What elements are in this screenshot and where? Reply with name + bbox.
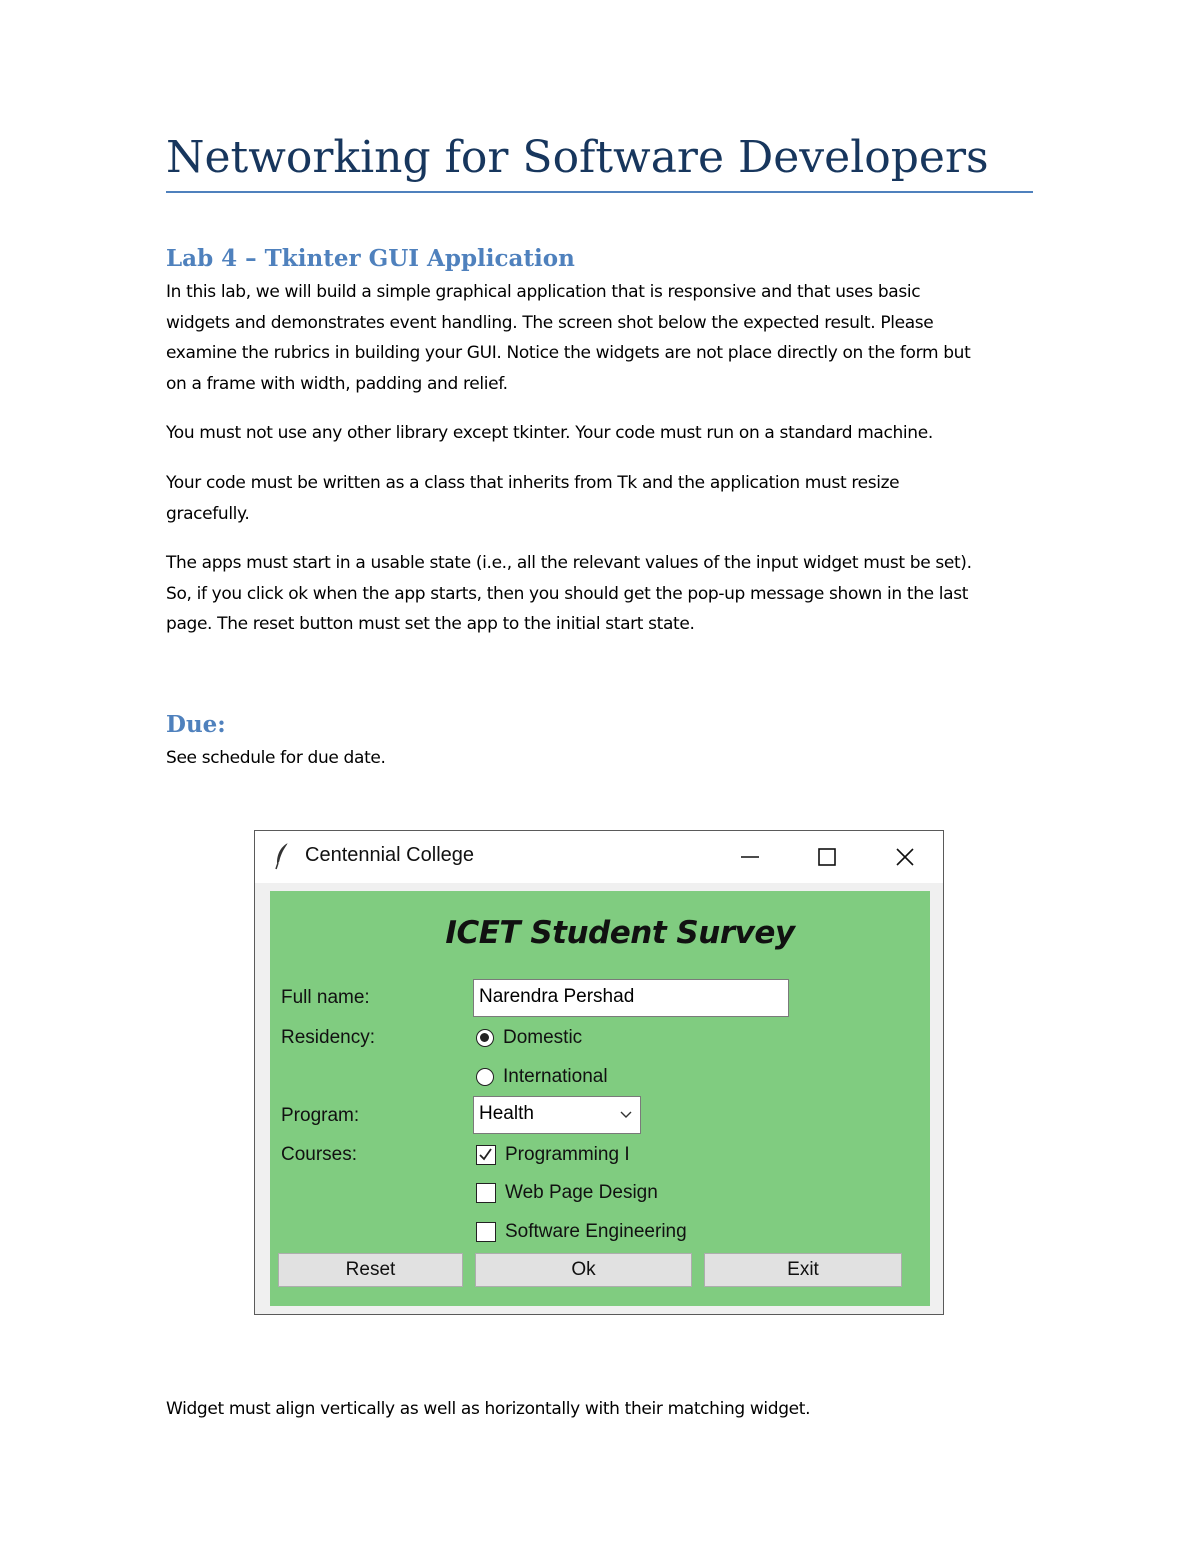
class-note <box>166 468 1046 529</box>
course-softeng-checkbox[interactable] <box>476 1221 687 1243</box>
checkbox-label: Programming I <box>505 1144 630 1165</box>
intro-line: In this lab, we will build a simple graphical application that is responsive and that uses basic <box>166 282 921 302</box>
radio-label: Domestic <box>503 1027 583 1048</box>
footer-note-text: Widget must align vertically as well as horizontally with their matching widget. <box>166 1399 811 1419</box>
residency-international-radio[interactable] <box>476 1066 608 1088</box>
radio-label: International <box>503 1066 608 1087</box>
exit-button[interactable]: Exit <box>704 1253 902 1287</box>
lab-heading: Lab 4 – Tkinter GUI Application <box>166 245 575 272</box>
footer-note <box>166 1394 1046 1425</box>
start-state-note <box>166 548 1046 640</box>
checkbox-label: Software Engineering <box>505 1221 687 1242</box>
checkbox-unchecked-icon[interactable] <box>476 1222 496 1242</box>
start-state-line: The apps must start in a usable state (i.e., all the relevant values of the input widget must be set). <box>166 553 972 573</box>
maximize-icon[interactable] <box>807 837 847 877</box>
due-text-line: See schedule for due date. <box>166 748 386 768</box>
window-titlebar <box>255 831 943 883</box>
course-webdesign-checkbox[interactable] <box>476 1182 658 1204</box>
feather-icon <box>273 841 293 871</box>
radio-selected-icon[interactable] <box>476 1029 494 1047</box>
ok-button[interactable]: Ok <box>475 1253 692 1287</box>
due-heading: Due: <box>166 711 226 738</box>
class-note-line: gracefully. <box>166 503 250 524</box>
document-title: Networking for Software Developers <box>166 132 989 183</box>
class-note-line: Your code must be written as a class that inherits from Tk and the application must resize <box>166 473 900 493</box>
intro-line: examine the rubrics in building your GUI. Notice the widgets are not place directly on the form but <box>166 343 971 363</box>
library-note-text: You must not use any other library except tkinter. Your code must run on a standard machine. <box>166 423 933 443</box>
courses-label: Courses: <box>281 1144 358 1165</box>
program-selected-value: Health <box>479 1103 534 1124</box>
close-icon[interactable] <box>885 837 925 877</box>
intro-line: widgets and demonstrates event handling. The screen shot below the expected result. Please <box>166 312 934 333</box>
checkbox-unchecked-icon[interactable] <box>476 1183 496 1203</box>
residency-domestic-radio[interactable] <box>476 1027 582 1049</box>
due-text <box>166 743 1046 774</box>
program-combobox[interactable] <box>473 1096 641 1134</box>
survey-window <box>254 830 944 1315</box>
chevron-down-icon[interactable] <box>618 1107 634 1123</box>
course-programming-checkbox[interactable] <box>476 1144 630 1166</box>
title-rule <box>166 191 1033 193</box>
checkbox-label: Web Page Design <box>505 1182 658 1203</box>
survey-frame <box>270 891 930 1306</box>
start-state-line: page. The reset button must set the app to the initial start state. <box>166 614 695 634</box>
intro-line: on a frame with width, padding and relief. <box>166 373 508 394</box>
residency-label: Residency: <box>281 1027 375 1048</box>
window-title: Centennial College <box>305 844 475 866</box>
minimize-icon[interactable] <box>730 837 770 877</box>
intro-paragraph <box>166 277 1046 399</box>
survey-title: ICET Student Survey <box>445 915 795 951</box>
reset-button[interactable]: Reset <box>278 1253 463 1287</box>
start-state-line: So, if you click ok when the app starts, then you should get the pop-up message shown in the last <box>166 583 969 604</box>
full-name-input[interactable]: Narendra Pershad <box>473 979 789 1017</box>
checkbox-checked-icon[interactable] <box>476 1145 496 1165</box>
full-name-label: Full name: <box>281 987 370 1008</box>
program-label: Program: <box>281 1105 360 1126</box>
library-note <box>166 418 1046 449</box>
radio-unselected-icon[interactable] <box>476 1068 494 1086</box>
